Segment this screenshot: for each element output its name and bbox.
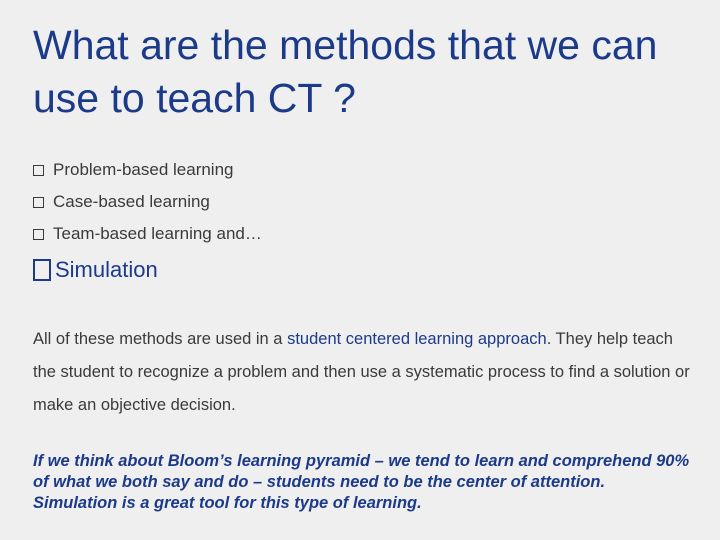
checkbox-icon (33, 165, 44, 176)
checkbox-icon (33, 229, 44, 240)
list-item (33, 154, 262, 186)
checkbox-icon (33, 259, 51, 281)
paragraph-text-start: All of these methods are used in a (33, 330, 288, 348)
bloom-quote: If we think about Bloom’s learning pyramid – we tend to learn and comprehend 90% of what we both say and do – students need to be the center of attention. Simulation is a great tool for this type of learning. (33, 452, 690, 512)
paragraph-text-end: . They help teach the student to recognize a problem and then use a systematic process to find a solution or make an objective decision. (33, 330, 690, 414)
body-paragraph (33, 323, 693, 422)
list-item-label: Problem-based learning (53, 160, 234, 179)
highlight-bullet-label: Simulation (55, 257, 158, 282)
checkbox-icon (33, 197, 44, 208)
list-item (33, 218, 262, 250)
list-item-label: Case-based learning (53, 192, 210, 211)
list-item (33, 186, 262, 218)
paragraph-emphasis: student centered learning approach (287, 330, 547, 348)
slide-title: What are the methods that we can use to teach CT ? (33, 22, 658, 121)
list-item-label: Team-based learning and… (53, 224, 262, 243)
method-list (33, 154, 262, 250)
highlight-bullet (33, 256, 158, 284)
